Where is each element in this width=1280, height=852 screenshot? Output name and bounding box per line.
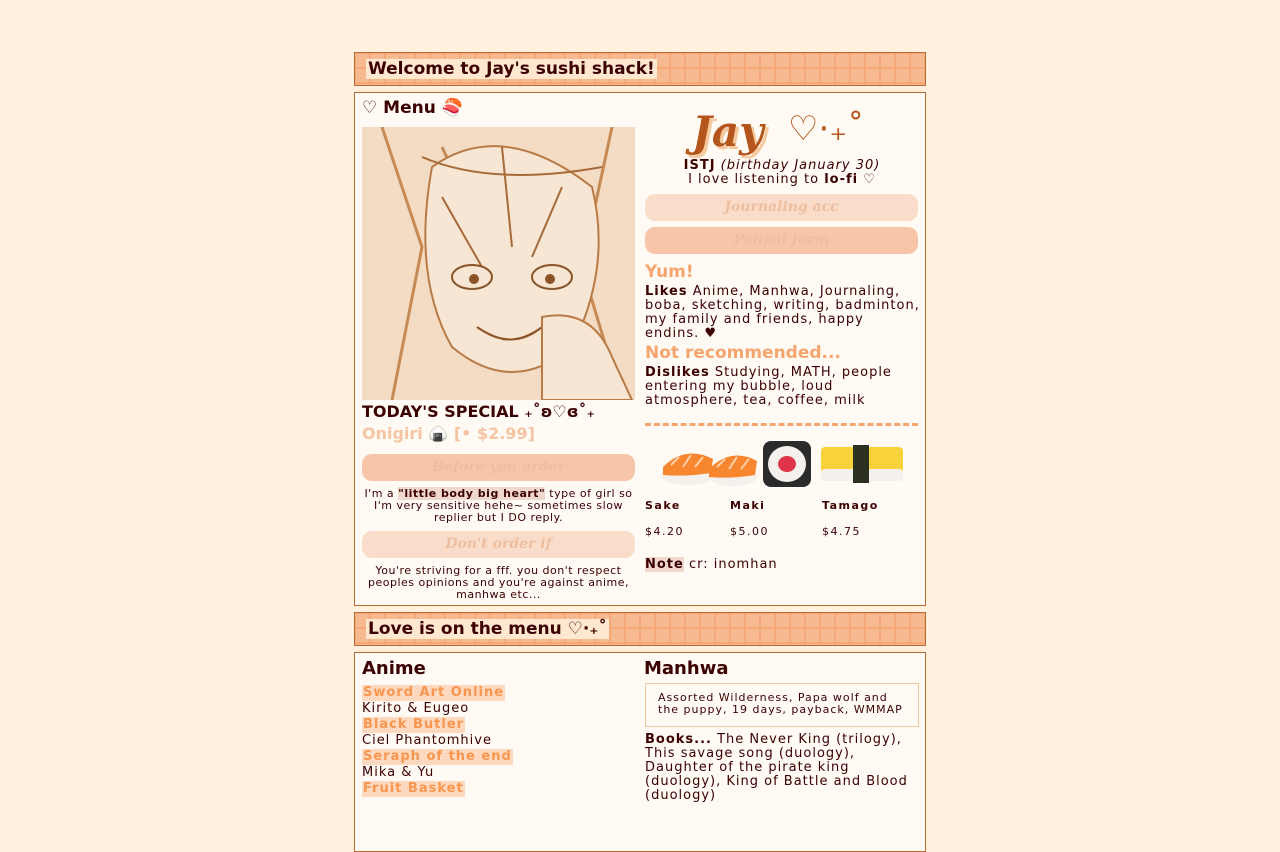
likes-label: Likes [645, 284, 688, 299]
sake-name: Sake [645, 499, 681, 512]
note-label: Note [645, 557, 684, 572]
sake-sushi-image [661, 454, 757, 486]
before-text-intro: I'm a [364, 487, 399, 500]
yum-heading: Yum! [645, 262, 694, 282]
mbti: ISTJ [683, 158, 716, 173]
journaling-acc-button[interactable]: Journaling acc [645, 194, 918, 221]
character-portrait [362, 127, 635, 400]
not-recommended-heading: Not recommended... [645, 343, 841, 363]
profile-name: Jay [692, 107, 764, 156]
page-container [354, 52, 926, 852]
maki-price: $5.00 [730, 525, 769, 538]
anime-heading: Anime [362, 658, 426, 679]
welcome-title: Welcome to Jay's sushi shack! [368, 59, 655, 79]
maki-sushi-image [763, 441, 811, 487]
anime-show-black-butler: Black Butler [363, 717, 465, 732]
before-you-order-text [362, 488, 635, 524]
listening-genre: lo-fi [824, 172, 859, 187]
love-banner [354, 612, 926, 646]
anime-chars-seraph: Mika & Yu [362, 765, 435, 780]
welcome-banner [354, 52, 926, 86]
section-divider [645, 423, 918, 426]
birthday: (birthday January 30) [715, 158, 881, 173]
likes-list: Anime, Manhwa, Journaling, boba, sketching, writing, badminton, my family and friends, happy endins. ♥ [645, 284, 920, 341]
love-title: Love is on the menu ♡·₊˚ [368, 619, 607, 639]
sushi-images [655, 437, 915, 491]
dont-order-text: You're striving for a fff. you don't respect peoples opinions and you're against anime, manhwa etc... [368, 564, 629, 601]
anime-show-fruit-basket: Fruit Basket [363, 781, 464, 796]
likes-text [645, 285, 921, 341]
dislikes-text [645, 366, 921, 408]
maki-name: Maki [730, 499, 766, 512]
books-list: The Never King (trilogy), This savage song (duology), Daughter of the pirate king (duology), King of Battle and Blood (duology) [645, 732, 908, 803]
profile-name-decoration: ♡·₊˚ [788, 109, 865, 149]
before-you-order-button[interactable]: Before you order [362, 454, 635, 481]
dont-order-if-button[interactable]: Don't order if [362, 531, 635, 558]
manhwa-list-box: Assorted Wilderness, Papa wolf and the puppy, 19 days, payback, WMMAP [645, 683, 919, 727]
books-text [645, 733, 921, 803]
listening-line [645, 172, 919, 187]
tamago-price: $4.75 [822, 525, 861, 538]
listening-heart: ♡ [858, 172, 876, 187]
anime-show-sao: Sword Art Online [363, 685, 505, 700]
dislikes-list: Studying, MATH, people entering my bubble, loud atmosphere, tea, coffee, milk [645, 365, 892, 408]
favorites-panel [354, 652, 926, 852]
penpal-form-button[interactable]: Penpal form [645, 227, 918, 254]
before-text-highlight: "little body big heart" [398, 487, 546, 500]
special-item: Onigiri 🍙 [• $2.99] [362, 424, 535, 443]
anime-show-seraph: Seraph of the end [363, 749, 512, 764]
note-credit: cr: inomhan [683, 557, 778, 572]
sake-price: $4.20 [645, 525, 684, 538]
mbti-birthday [645, 158, 919, 173]
menu-title: ♡ Menu 🍣 [362, 98, 463, 118]
tamago-sushi-image [821, 445, 903, 483]
listening-intro: I love listening to [688, 172, 825, 187]
anime-chars-sao: Kirito & Eugeo [362, 701, 470, 716]
profile-panel [354, 92, 926, 606]
credit-note [645, 557, 778, 572]
tamago-name: Tamago [822, 499, 879, 512]
manhwa-heading: Manhwa [644, 658, 729, 679]
dislikes-label: Dislikes [645, 365, 710, 380]
anime-chars-black-butler: Ciel Phantomhive [362, 733, 492, 748]
before-text-rest: type of girl so I'm very sensitive hehe~ sometimes slow replier but I DO reply. [374, 487, 633, 524]
books-label: Books... [645, 732, 712, 747]
todays-special-title: TODAY'S SPECIAL ₊˚ʚ♡ɞ˚₊ [362, 402, 595, 421]
